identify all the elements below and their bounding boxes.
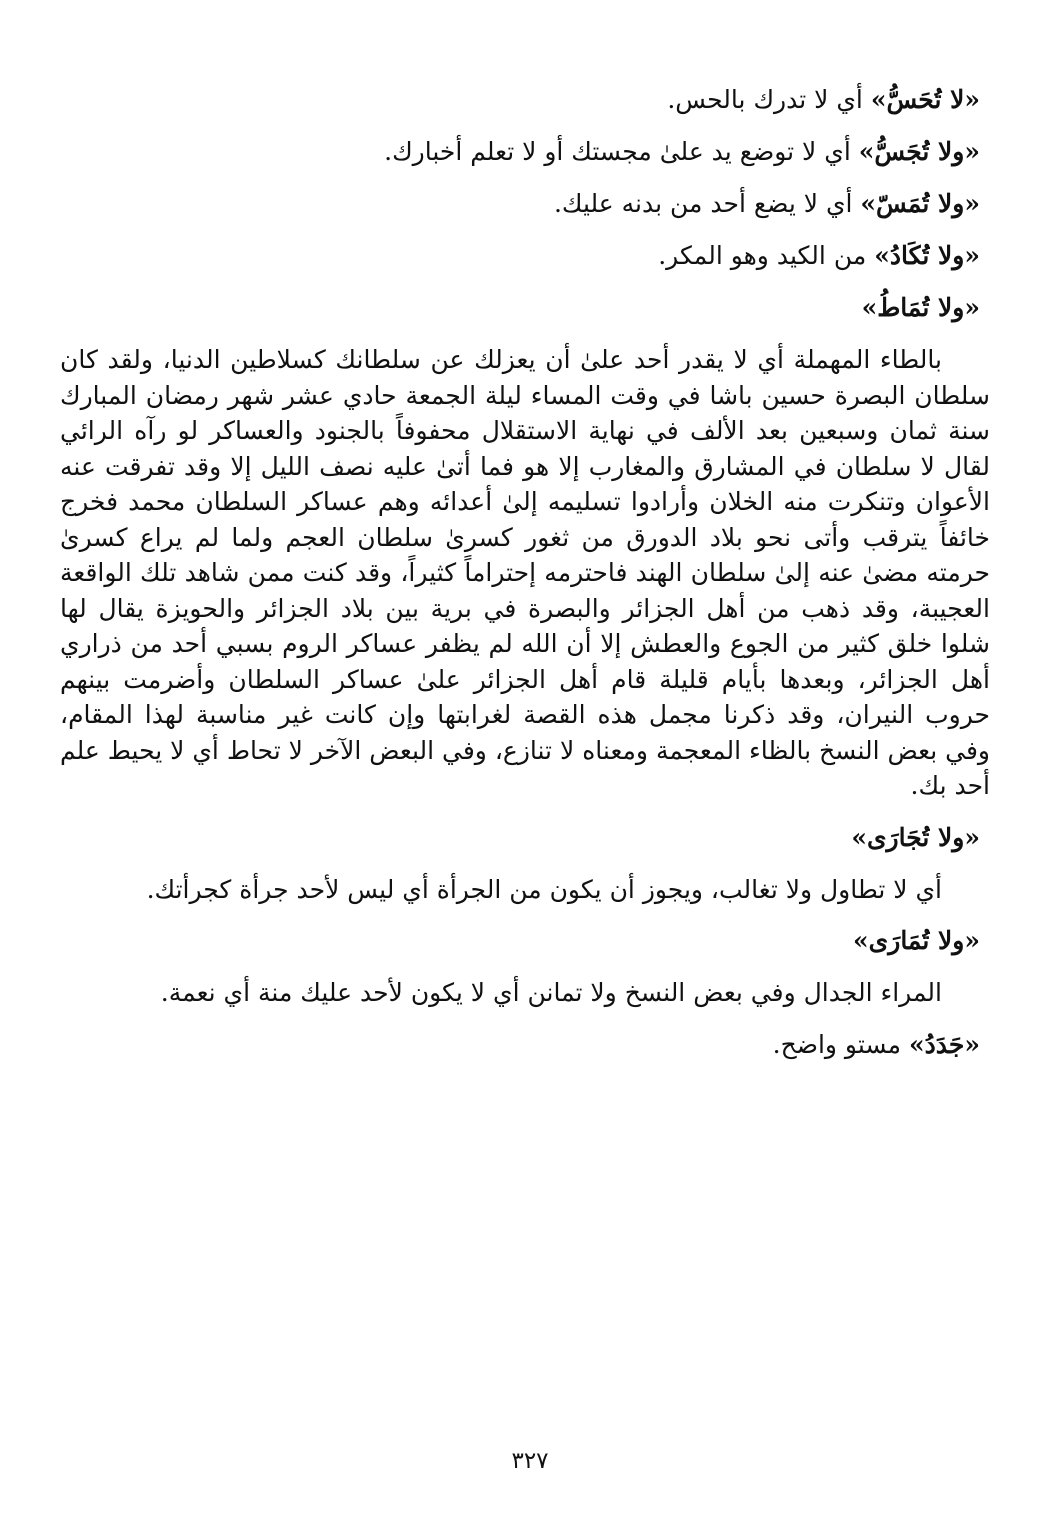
page-body [60, 82, 990, 1079]
entry-head: «لا تُحَسُّ» [870, 85, 980, 114]
paragraph-tumara-meaning: المراء الجدال وفي بعض النسخ ولا تمانن أي لا يكون لأحد عليك منة أي نعمة. [160, 978, 942, 1007]
entry-head: «ولا تُجَسُّ» [858, 137, 980, 166]
entry-head: «ولا تُكَادُ» [874, 241, 980, 270]
entry-wala-tumatu [60, 290, 980, 326]
entry-wala-tumara [60, 923, 980, 959]
entry-text: من الكيد وهو المكر. [658, 241, 875, 270]
entry-wala-tujass [60, 134, 980, 170]
entry-la-tuhass [60, 82, 980, 118]
entry-head: «ولا تُمَاطُ» [861, 293, 980, 322]
entry-text: أي لا يضع أحد من بدنه عليك. [553, 189, 861, 218]
entry-head: «ولا تُمَارَى» [853, 926, 980, 955]
paragraph-tujara-meaning: أي لا تطاول ولا تغالب، ويجوز أن يكون من الجرأة أي ليس لأحد جرأة كجرأتك. [146, 874, 942, 904]
paragraph-sultan-story: بالطاء المهملة أي لا يقدر أحد علىٰ أن يعزلك عن سلطانك كسلاطين الدنيا، ولقد كان سلطان البصرة حسين باشا في وقت المساء ليلة الجمعة حادي عشر شهر رمضان المبارك سنة ثمان وسبعين بعد الألف في نهاية الاستقلال محفوفاً بالجنود والعساكر لو رآه الرائي لقال لا سلطان في المشارق والمغارب إلا هو فما أتىٰ عليه نصف الليل إلا وقد تفرقت عنه الأعوان وتنكرت منه الخلان وأرادوا تسليمه إلىٰ أعدائه وهم عساكر السلطان محمد فخرج خائفاً يترقب وأتى نحو بلاد الدورق من ثغور كسرىٰ سلطان العجم ولما لم يراع كسرىٰ حرمته مضىٰ عنه إلىٰ سلطان الهند فاحترمه إحتراماً كثيراً، وقد كنت ممن شاهد تلك الواقعة العجيبة، وقد ذهب من أهل الجزائر والبصرة في برية بين بلاد الجزائر والحويزة يقال لها شلوا خلق كثير من الجوع والعطش إلا أن الله لم يظفر عساكر الروم بسبي أحد من ذراري أهل الجزائر، وبعدها بأيام قليلة قام أهل الجزائر علىٰ عساكر السلطان وأضرمت بينهم حروب النيران، وقد ذكرنا مجمل هذه القصة لغرابتها وإن كانت غير مناسبة لهذا المقام، وفي بعض النسخ بالظاء المعجمة ومعناه لا تنازع، وفي البعض الآخر لا تحاط أي لا يحيط علم أحد بك. [60, 345, 990, 800]
entry-jadad [60, 1027, 980, 1063]
entry-head: «ولا تُمَسّ» [860, 189, 980, 218]
page-number: ٣٢٧ [511, 1448, 549, 1474]
entry-text: أي لا تدرك بالحس. [667, 85, 871, 114]
entry-head: «جَدَدُ» [909, 1029, 980, 1059]
entry-wala-tujara [60, 820, 980, 856]
entry-text: أي لا توضع يد علىٰ مجستك أو لا تعلم أخبارك. [384, 137, 859, 166]
entry-text: مستو واضح. [772, 1029, 910, 1059]
entry-wala-tukadu [60, 238, 980, 274]
entry-head: «ولا تُجَارَى» [851, 822, 980, 852]
entry-wala-tumass [60, 186, 980, 222]
